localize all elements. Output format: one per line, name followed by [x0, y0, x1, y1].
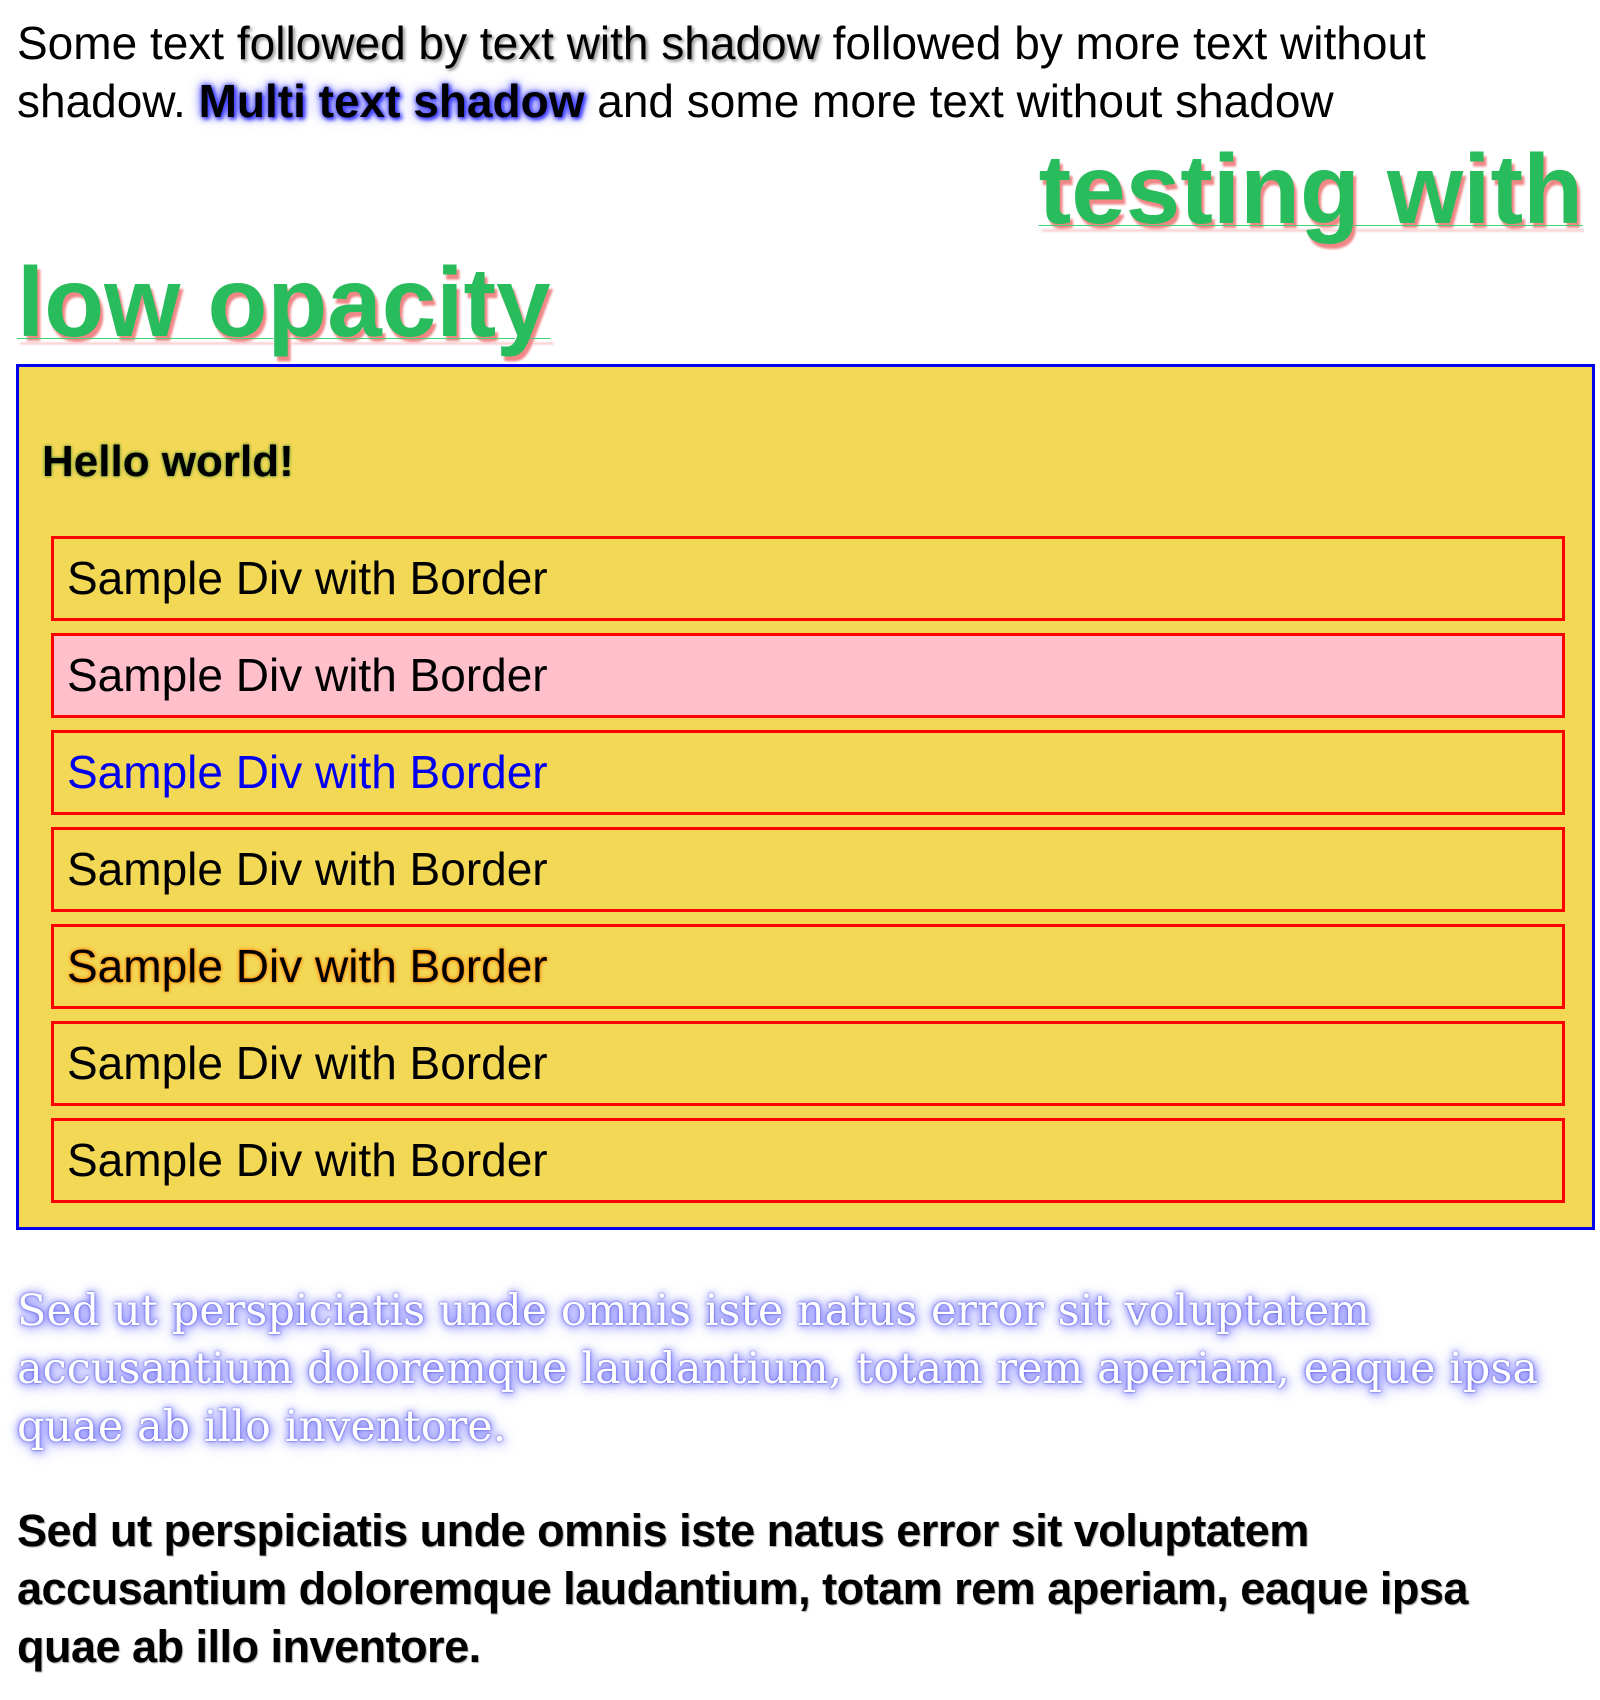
multi-shadow-text: Multi text shadow — [198, 75, 585, 127]
sample-div-5-glow: Sample Div with Border — [51, 924, 1565, 1009]
sample-div-2-pink: Sample Div with Border — [51, 633, 1565, 718]
intro-paragraph — [17, 14, 1577, 130]
sample-div-1: Sample Div with Border — [51, 536, 1565, 621]
sample-div-4: Sample Div with Border — [51, 827, 1565, 912]
opacity-heading-text-1: testing with — [1038, 134, 1583, 244]
lorem-sans-bold-paragraph: Sed ut perspiciatis unde omnis iste natus error sit voluptatem accusantium doloremque laudantium, totam rem aperiam, eaque ipsa quae ab illo inventore. — [17, 1505, 1468, 1672]
intro-text-2: followed by more text without shadow. — [17, 17, 1426, 127]
intro-text-1: Some text — [17, 17, 237, 69]
opacity-heading-line-1 — [1039, 132, 1583, 246]
hello-heading: Hello world! — [42, 437, 294, 486]
opacity-heading-text-2: low opacity — [17, 247, 551, 357]
intro-text-3: and some more text without shadow — [584, 75, 1334, 127]
opacity-heading-line-2 — [17, 245, 551, 359]
sample-div-3-blue-text: Sample Div with Border — [51, 730, 1565, 815]
shadow-text: followed by text with shadow — [236, 17, 820, 69]
sample-div-6: Sample Div with Border — [51, 1021, 1565, 1106]
sample-div-7: Sample Div with Border — [51, 1118, 1565, 1203]
yellow-container — [16, 364, 1595, 1230]
lorem-serif-glow-paragraph: Sed ut perspiciatis unde omnis iste natus error sit voluptatem accusantium doloremque laudantium, totam rem aperiam, eaque ipsa quae ab illo inventore. — [17, 1286, 1539, 1452]
